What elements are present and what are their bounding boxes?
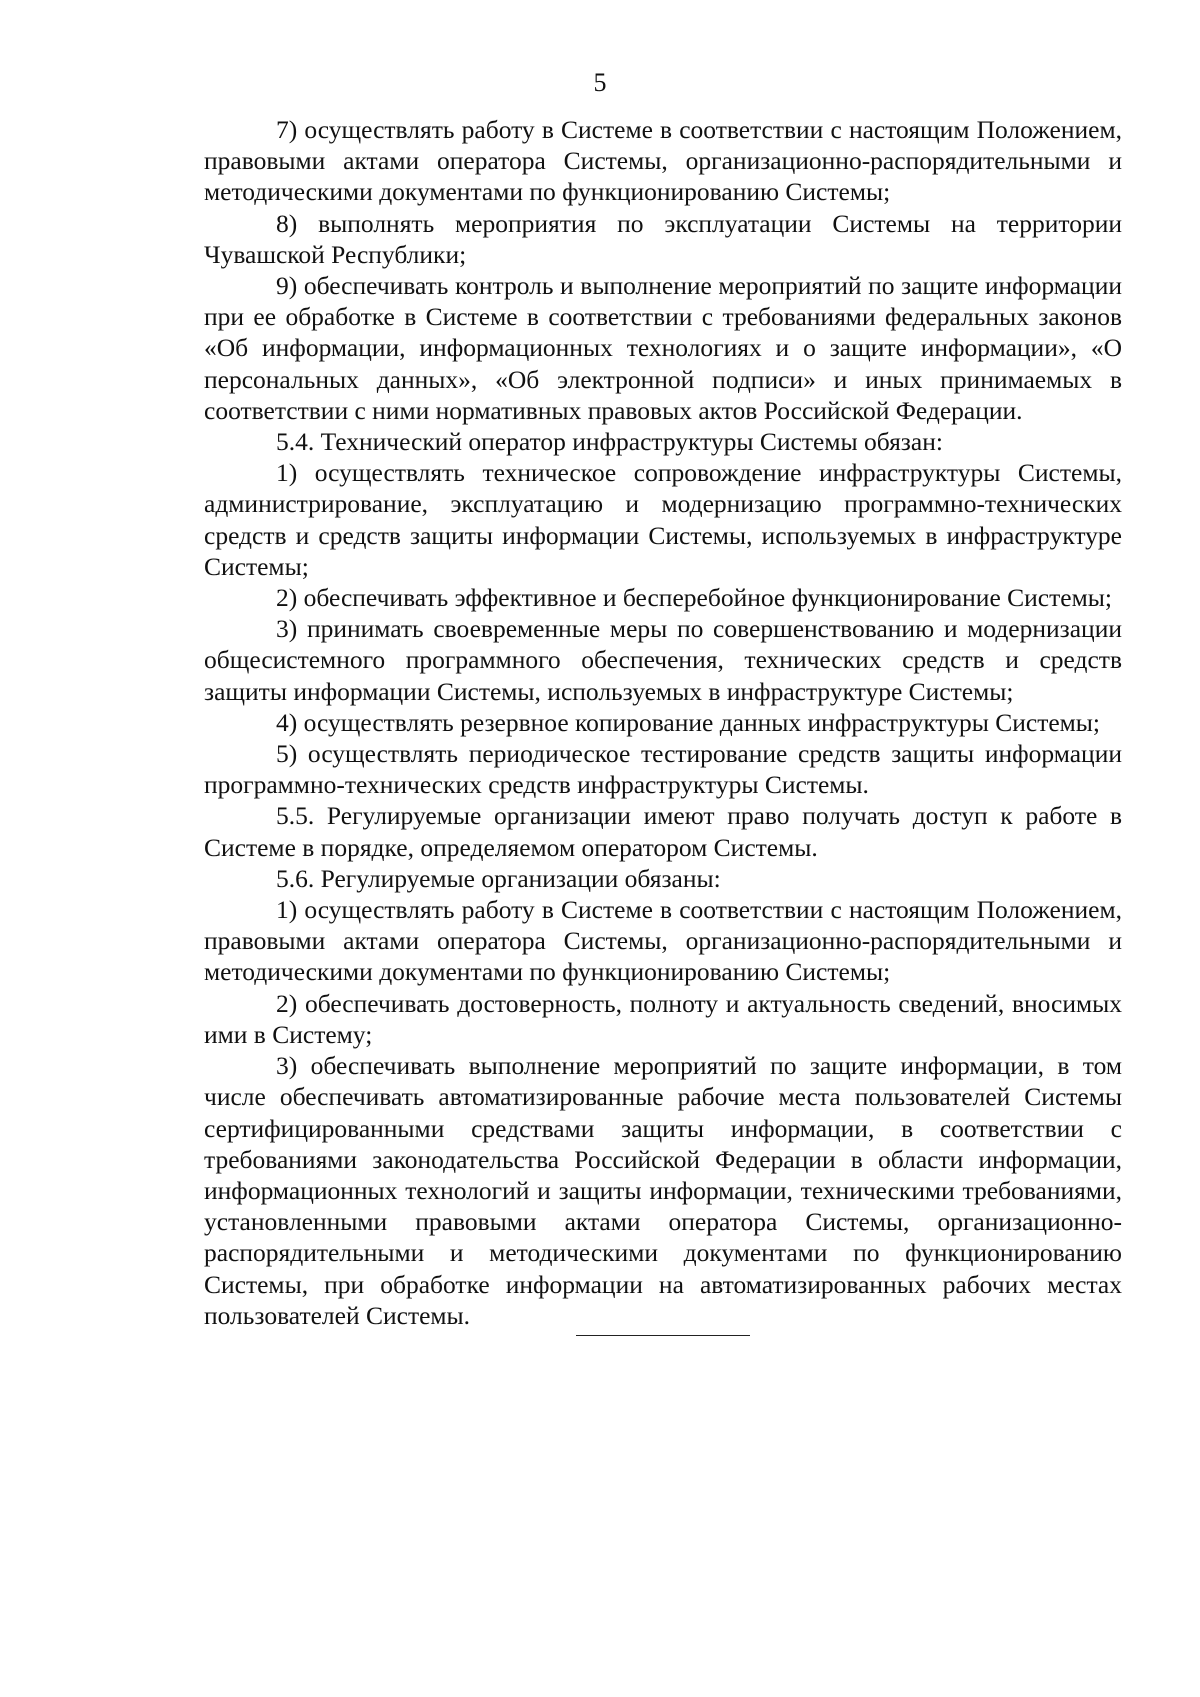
section-5-4-item-5: 5) осуществлять периодическое тестирование средств защиты информации программно-технических средств инфраструктуры Системы. [204,739,1122,800]
paragraph-8: 8) выполнять мероприятия по эксплуатации Системы на территории Чувашской Республики; [204,208,1122,269]
page-number: 5 [593,68,607,97]
section-5-6-item-2: 2) обеспечивать достоверность, полноту и актуальность сведений, вносимых ими в Систему; [204,988,1122,1049]
document-body [204,114,1122,1331]
paragraph-7: 7) осуществлять работу в Системе в соответствии с настоящим Положением, правовыми актами оператора Системы, организационно-распорядительными и методическими документами по функционированию Системы; [204,115,1122,207]
section-5-6-item-3: 3) обеспечивать выполнение мероприятий по защите информации, в том числе обеспечивать автоматизированные рабочие места пользователей Системы сертифицированными средствами защиты информации, в соответствии с требованиями законодательства Российской Федерации в области информации, информационных технологий и защиты информации, техническими требованиями, установленными правовыми актами оператора Системы, организационно-распорядительными и методическими документами по функционированию Системы, при обработке информации на автоматизированных рабочих местах пользователей Системы. [204,1051,1122,1330]
section-5-4-heading: 5.4. Технический оператор инфраструктуры Системы обязан: [276,427,943,457]
section-5-4-item-3: 3) принимать своевременные меры по совершенствованию и модернизации общесистемного программного обеспечения, технических средств и средств защиты информации Системы, используемых в инфраструктуре Системы; [204,614,1122,706]
section-5-6-heading: 5.6. Регулируемые организации обязаны: [276,863,721,893]
section-5-6-item-1: 1) осуществлять работу в Системе в соответствии с настоящим Положением, правовыми актами оператора Системы, организационно-распорядительными и методическими документами по функционированию Системы; [204,895,1122,987]
end-of-document-rule [576,1335,750,1336]
section-5-4-item-2: 2) обеспечивать эффективное и бесперебойное функционирование Системы; [276,583,1112,613]
section-5-4-item-4: 4) осуществлять резервное копирование данных инфраструктуры Системы; [276,707,1101,737]
paragraph-9: 9) обеспечивать контроль и выполнение мероприятий по защите информации при ее обработке в Системе в соответствии с требованиями федеральных законов «Об информации, информационных технологиях и о защите информации», «О персональных данных», «Об электронной подписи» и иных принимаемых в соответствии с ними нормативных правовых актов Российской Федерации. [204,271,1122,425]
section-5-4-item-1: 1) осуществлять техническое сопровождение инфраструктуры Системы, администрирование, эксплуатацию и модернизацию программно-технических средств и средств защиты информации Системы, используемых в инфраструктуре Системы; [204,458,1122,581]
section-5-5: 5.5. Регулируемые организации имеют право получать доступ к работе в Системе в порядке, определяемом оператором Системы. [204,801,1122,862]
